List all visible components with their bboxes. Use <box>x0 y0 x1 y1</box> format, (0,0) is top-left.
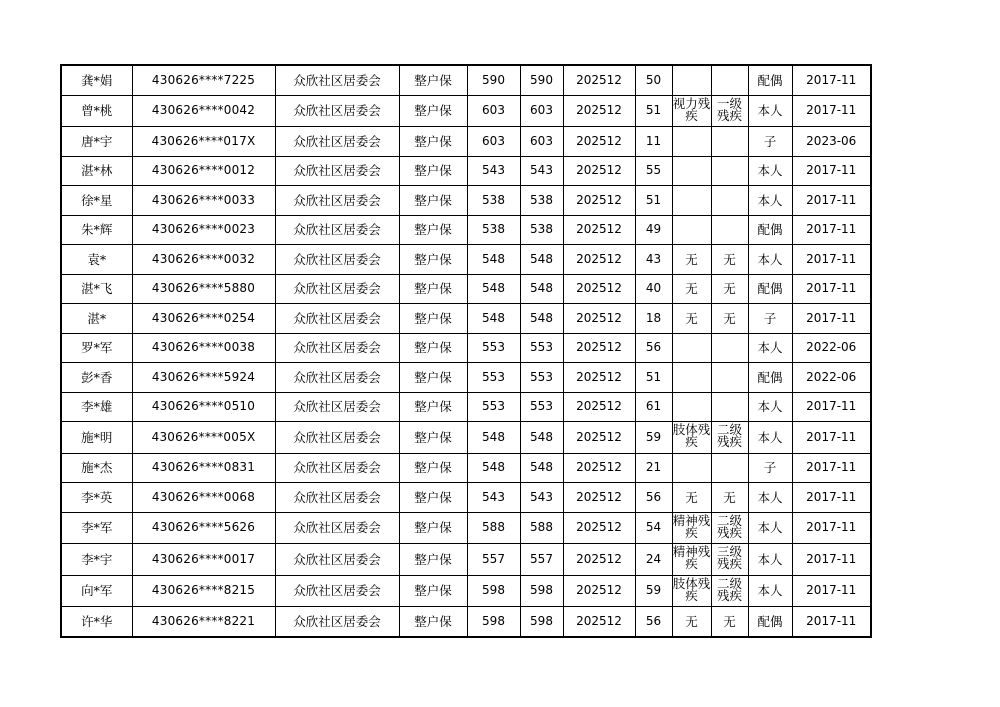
name-cell: 湛*林 <box>61 156 132 186</box>
age-cell: 24 <box>635 544 672 576</box>
period-cell: 202512 <box>563 95 635 127</box>
community-cell: 众欣社区居委会 <box>275 512 399 544</box>
start-date-cell: 2017-11 <box>792 422 871 454</box>
start-date-cell: 2017-11 <box>792 453 871 483</box>
subsidy-cell: 543 <box>520 156 563 186</box>
community-cell: 众欣社区居委会 <box>275 95 399 127</box>
table-row <box>61 512 871 544</box>
name-cell: 施*杰 <box>61 453 132 483</box>
assistance-type-cell: 整户保 <box>399 245 467 275</box>
amount-cell: 603 <box>467 127 520 157</box>
period-cell: 202512 <box>563 156 635 186</box>
period-cell: 202512 <box>563 304 635 334</box>
disability-type-cell: 无 <box>672 483 711 513</box>
id-number-cell: 430626****8221 <box>132 607 275 637</box>
age-cell: 51 <box>635 363 672 393</box>
table-row <box>61 363 871 393</box>
table-row <box>61 186 871 216</box>
assistance-type-cell: 整户保 <box>399 544 467 576</box>
id-number-cell: 430626****0831 <box>132 453 275 483</box>
start-date-cell: 2023-06 <box>792 127 871 157</box>
age-cell: 40 <box>635 274 672 304</box>
disability-type-cell: 肢体残疾 <box>672 575 711 607</box>
age-cell: 51 <box>635 186 672 216</box>
age-cell: 43 <box>635 245 672 275</box>
start-date-cell: 2017-11 <box>792 186 871 216</box>
amount-cell: 598 <box>467 607 520 637</box>
relation-cell: 本人 <box>748 392 792 422</box>
subsidy-cell: 548 <box>520 245 563 275</box>
disability-type-cell <box>672 215 711 245</box>
disability-level-cell <box>711 333 748 363</box>
age-cell: 56 <box>635 483 672 513</box>
community-cell: 众欣社区居委会 <box>275 575 399 607</box>
community-cell: 众欣社区居委会 <box>275 333 399 363</box>
assistance-type-cell: 整户保 <box>399 512 467 544</box>
assistance-type-cell: 整户保 <box>399 156 467 186</box>
community-cell: 众欣社区居委会 <box>275 245 399 275</box>
start-date-cell: 2022-06 <box>792 363 871 393</box>
disability-level-cell <box>711 392 748 422</box>
amount-cell: 553 <box>467 333 520 363</box>
relation-cell: 本人 <box>748 245 792 275</box>
age-cell: 56 <box>635 333 672 363</box>
assistance-type-cell: 整户保 <box>399 65 467 95</box>
name-cell: 曾*桃 <box>61 95 132 127</box>
table-row <box>61 127 871 157</box>
period-cell: 202512 <box>563 422 635 454</box>
period-cell: 202512 <box>563 215 635 245</box>
age-cell: 54 <box>635 512 672 544</box>
community-cell: 众欣社区居委会 <box>275 274 399 304</box>
assistance-type-cell: 整户保 <box>399 392 467 422</box>
period-cell: 202512 <box>563 392 635 422</box>
assistance-type-cell: 整户保 <box>399 607 467 637</box>
community-cell: 众欣社区居委会 <box>275 127 399 157</box>
period-cell: 202512 <box>563 363 635 393</box>
name-cell: 龚*娟 <box>61 65 132 95</box>
amount-cell: 548 <box>467 304 520 334</box>
disability-level-cell <box>711 127 748 157</box>
name-cell: 罗*军 <box>61 333 132 363</box>
disability-level-cell: 二级残疾 <box>711 422 748 454</box>
age-cell: 18 <box>635 304 672 334</box>
name-cell: 李*宇 <box>61 544 132 576</box>
table-row <box>61 304 871 334</box>
subsidy-cell: 598 <box>520 607 563 637</box>
id-number-cell: 430626****005X <box>132 422 275 454</box>
disability-level-cell: 一级残疾 <box>711 95 748 127</box>
disability-type-cell <box>672 453 711 483</box>
disability-type-cell <box>672 186 711 216</box>
beneficiary-table <box>60 64 872 638</box>
subsidy-cell: 603 <box>520 95 563 127</box>
age-cell: 55 <box>635 156 672 186</box>
disability-type-cell <box>672 127 711 157</box>
disability-type-cell: 无 <box>672 607 711 637</box>
start-date-cell: 2017-11 <box>792 607 871 637</box>
name-cell: 李*雄 <box>61 392 132 422</box>
community-cell: 众欣社区居委会 <box>275 544 399 576</box>
id-number-cell: 430626****5880 <box>132 274 275 304</box>
subsidy-cell: 548 <box>520 453 563 483</box>
relation-cell: 子 <box>748 453 792 483</box>
relation-cell: 配偶 <box>748 65 792 95</box>
disability-type-cell: 无 <box>672 245 711 275</box>
start-date-cell: 2017-11 <box>792 65 871 95</box>
assistance-type-cell: 整户保 <box>399 274 467 304</box>
start-date-cell: 2017-11 <box>792 156 871 186</box>
age-cell: 56 <box>635 607 672 637</box>
subsidy-cell: 548 <box>520 274 563 304</box>
id-number-cell: 430626****0038 <box>132 333 275 363</box>
id-number-cell: 430626****0023 <box>132 215 275 245</box>
amount-cell: 543 <box>467 483 520 513</box>
start-date-cell: 2022-06 <box>792 333 871 363</box>
name-cell: 朱*辉 <box>61 215 132 245</box>
relation-cell: 本人 <box>748 483 792 513</box>
disability-level-cell: 无 <box>711 274 748 304</box>
id-number-cell: 430626****0032 <box>132 245 275 275</box>
start-date-cell: 2017-11 <box>792 95 871 127</box>
subsidy-cell: 548 <box>520 304 563 334</box>
community-cell: 众欣社区居委会 <box>275 453 399 483</box>
disability-level-cell <box>711 363 748 393</box>
assistance-type-cell: 整户保 <box>399 127 467 157</box>
disability-type-cell: 精神残疾 <box>672 512 711 544</box>
disability-type-cell <box>672 65 711 95</box>
disability-level-cell <box>711 156 748 186</box>
table-row <box>61 392 871 422</box>
name-cell: 许*华 <box>61 607 132 637</box>
name-cell: 徐*星 <box>61 186 132 216</box>
name-cell: 李*英 <box>61 483 132 513</box>
age-cell: 59 <box>635 422 672 454</box>
disability-level-cell: 无 <box>711 483 748 513</box>
amount-cell: 553 <box>467 392 520 422</box>
assistance-type-cell: 整户保 <box>399 215 467 245</box>
age-cell: 59 <box>635 575 672 607</box>
name-cell: 唐*宇 <box>61 127 132 157</box>
name-cell: 湛*飞 <box>61 274 132 304</box>
relation-cell: 本人 <box>748 95 792 127</box>
period-cell: 202512 <box>563 186 635 216</box>
disability-level-cell: 三级残疾 <box>711 544 748 576</box>
start-date-cell: 2017-11 <box>792 392 871 422</box>
disability-level-cell: 无 <box>711 607 748 637</box>
id-number-cell: 430626****0510 <box>132 392 275 422</box>
relation-cell: 配偶 <box>748 274 792 304</box>
disability-level-cell: 无 <box>711 245 748 275</box>
name-cell: 湛* <box>61 304 132 334</box>
assistance-type-cell: 整户保 <box>399 422 467 454</box>
disability-type-cell: 肢体残疾 <box>672 422 711 454</box>
relation-cell: 本人 <box>748 422 792 454</box>
amount-cell: 590 <box>467 65 520 95</box>
name-cell: 彭*香 <box>61 363 132 393</box>
subsidy-cell: 553 <box>520 363 563 393</box>
relation-cell: 配偶 <box>748 363 792 393</box>
period-cell: 202512 <box>563 544 635 576</box>
table-row <box>61 156 871 186</box>
relation-cell: 子 <box>748 304 792 334</box>
start-date-cell: 2017-11 <box>792 215 871 245</box>
subsidy-cell: 543 <box>520 483 563 513</box>
subsidy-cell: 548 <box>520 422 563 454</box>
age-cell: 50 <box>635 65 672 95</box>
amount-cell: 603 <box>467 95 520 127</box>
start-date-cell: 2017-11 <box>792 483 871 513</box>
assistance-type-cell: 整户保 <box>399 483 467 513</box>
id-number-cell: 430626****0254 <box>132 304 275 334</box>
table-row <box>61 607 871 637</box>
table-row <box>61 95 871 127</box>
start-date-cell: 2017-11 <box>792 575 871 607</box>
disability-level-cell <box>711 65 748 95</box>
id-number-cell: 430626****7225 <box>132 65 275 95</box>
period-cell: 202512 <box>563 65 635 95</box>
name-cell: 施*明 <box>61 422 132 454</box>
id-number-cell: 430626****0068 <box>132 483 275 513</box>
relation-cell: 本人 <box>748 186 792 216</box>
relation-cell: 子 <box>748 127 792 157</box>
table-row <box>61 544 871 576</box>
age-cell: 61 <box>635 392 672 422</box>
age-cell: 11 <box>635 127 672 157</box>
start-date-cell: 2017-11 <box>792 512 871 544</box>
table-row <box>61 333 871 363</box>
assistance-type-cell: 整户保 <box>399 333 467 363</box>
disability-level-cell <box>711 215 748 245</box>
period-cell: 202512 <box>563 512 635 544</box>
id-number-cell: 430626****0012 <box>132 156 275 186</box>
id-number-cell: 430626****017X <box>132 127 275 157</box>
amount-cell: 543 <box>467 156 520 186</box>
period-cell: 202512 <box>563 483 635 513</box>
subsidy-cell: 557 <box>520 544 563 576</box>
table-row <box>61 575 871 607</box>
amount-cell: 557 <box>467 544 520 576</box>
amount-cell: 548 <box>467 422 520 454</box>
subsidy-cell: 538 <box>520 186 563 216</box>
period-cell: 202512 <box>563 607 635 637</box>
disability-type-cell <box>672 363 711 393</box>
community-cell: 众欣社区居委会 <box>275 607 399 637</box>
period-cell: 202512 <box>563 274 635 304</box>
table-body <box>61 65 871 637</box>
name-cell: 李*军 <box>61 512 132 544</box>
table-row <box>61 245 871 275</box>
table-row <box>61 65 871 95</box>
community-cell: 众欣社区居委会 <box>275 363 399 393</box>
community-cell: 众欣社区居委会 <box>275 156 399 186</box>
disability-type-cell: 无 <box>672 274 711 304</box>
community-cell: 众欣社区居委会 <box>275 304 399 334</box>
relation-cell: 配偶 <box>748 215 792 245</box>
community-cell: 众欣社区居委会 <box>275 186 399 216</box>
id-number-cell: 430626****0017 <box>132 544 275 576</box>
age-cell: 21 <box>635 453 672 483</box>
disability-type-cell: 视力残疾 <box>672 95 711 127</box>
subsidy-cell: 598 <box>520 575 563 607</box>
period-cell: 202512 <box>563 245 635 275</box>
amount-cell: 548 <box>467 274 520 304</box>
disability-level-cell <box>711 453 748 483</box>
age-cell: 51 <box>635 95 672 127</box>
start-date-cell: 2017-11 <box>792 304 871 334</box>
start-date-cell: 2017-11 <box>792 274 871 304</box>
amount-cell: 553 <box>467 363 520 393</box>
name-cell: 袁* <box>61 245 132 275</box>
community-cell: 众欣社区居委会 <box>275 65 399 95</box>
period-cell: 202512 <box>563 127 635 157</box>
community-cell: 众欣社区居委会 <box>275 422 399 454</box>
name-cell: 向*军 <box>61 575 132 607</box>
relation-cell: 配偶 <box>748 607 792 637</box>
age-cell: 49 <box>635 215 672 245</box>
assistance-type-cell: 整户保 <box>399 304 467 334</box>
assistance-type-cell: 整户保 <box>399 363 467 393</box>
start-date-cell: 2017-11 <box>792 544 871 576</box>
start-date-cell: 2017-11 <box>792 245 871 275</box>
community-cell: 众欣社区居委会 <box>275 483 399 513</box>
disability-level-cell: 无 <box>711 304 748 334</box>
assistance-type-cell: 整户保 <box>399 453 467 483</box>
relation-cell: 本人 <box>748 544 792 576</box>
id-number-cell: 430626****5924 <box>132 363 275 393</box>
disability-level-cell: 二级残疾 <box>711 512 748 544</box>
assistance-type-cell: 整户保 <box>399 186 467 216</box>
subsidy-cell: 538 <box>520 215 563 245</box>
relation-cell: 本人 <box>748 156 792 186</box>
table-row <box>61 453 871 483</box>
subsidy-cell: 553 <box>520 333 563 363</box>
amount-cell: 538 <box>467 186 520 216</box>
id-number-cell: 430626****0042 <box>132 95 275 127</box>
disability-type-cell: 无 <box>672 304 711 334</box>
assistance-type-cell: 整户保 <box>399 95 467 127</box>
subsidy-cell: 590 <box>520 65 563 95</box>
table-row <box>61 274 871 304</box>
disability-level-cell <box>711 186 748 216</box>
id-number-cell: 430626****5626 <box>132 512 275 544</box>
period-cell: 202512 <box>563 453 635 483</box>
amount-cell: 548 <box>467 245 520 275</box>
community-cell: 众欣社区居委会 <box>275 215 399 245</box>
id-number-cell: 430626****0033 <box>132 186 275 216</box>
amount-cell: 598 <box>467 575 520 607</box>
amount-cell: 538 <box>467 215 520 245</box>
relation-cell: 本人 <box>748 512 792 544</box>
amount-cell: 588 <box>467 512 520 544</box>
id-number-cell: 430626****8215 <box>132 575 275 607</box>
table-row <box>61 422 871 454</box>
table-row <box>61 483 871 513</box>
subsidy-cell: 553 <box>520 392 563 422</box>
period-cell: 202512 <box>563 333 635 363</box>
period-cell: 202512 <box>563 575 635 607</box>
disability-level-cell: 二级残疾 <box>711 575 748 607</box>
relation-cell: 本人 <box>748 575 792 607</box>
disability-type-cell <box>672 392 711 422</box>
amount-cell: 548 <box>467 453 520 483</box>
subsidy-cell: 588 <box>520 512 563 544</box>
assistance-type-cell: 整户保 <box>399 575 467 607</box>
relation-cell: 本人 <box>748 333 792 363</box>
disability-type-cell <box>672 333 711 363</box>
subsidy-cell: 603 <box>520 127 563 157</box>
community-cell: 众欣社区居委会 <box>275 392 399 422</box>
table-row <box>61 215 871 245</box>
disability-type-cell <box>672 156 711 186</box>
disability-type-cell: 精神残疾 <box>672 544 711 576</box>
